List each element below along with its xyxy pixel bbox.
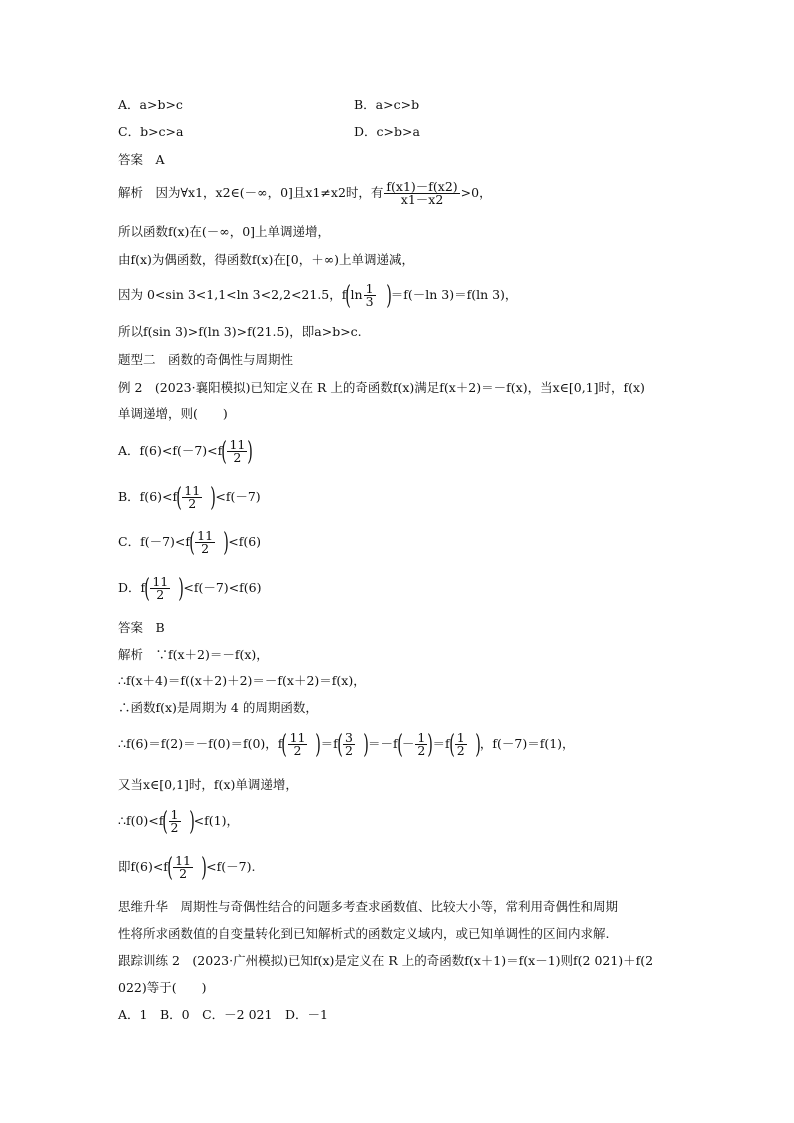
option-a: A．a>b>c <box>118 97 183 112</box>
answer-2: 答案 B <box>118 620 165 635</box>
solution-2-line7: 即f(6)<f( $\frac{11}{2}$ )<f(－7). <box>118 852 256 883</box>
summary-line2: 性将所求函数值的自变量转化到已知解析式的函数定义域内，或已知单调性的区间内求解. <box>118 926 610 941</box>
difference-quotient: $\frac{f(x1)-f(x2)}{x1-x2}$ <box>386 179 458 207</box>
solution-2-line3: ∴函数f(x)是周期为 4 的周期函数， <box>118 700 318 715</box>
example-2-option-a: A．f(6)<f(－7)<f( $\frac{11}{2}$ ) <box>118 436 254 467</box>
solution-1-line1: 解析 因为∀x1，x2∈(－∞，0]且x1≠x2时，有 $\frac{f(x1)-f(x2)}{x1-x2}$ >0， <box>118 179 492 207</box>
solution-2-line2: ∴f(x＋4)＝f((x＋2)＋2)＝－f(x＋2)＝f(x)， <box>118 673 366 688</box>
solution-2-line5: 又当x∈[0,1]时，f(x)单调递增， <box>118 777 298 792</box>
practice-options: A．1 B．0 C．－2 021 D．－1 <box>118 1007 328 1022</box>
practice-line1: 跟踪训练 2 (2023·广州模拟)已知f(x)是定义在 R 上的奇函数f(x＋1)＝f(x－1)则f(2 021)＋f(2 <box>118 953 654 968</box>
example-2-stem2: 单调递增，则( ) <box>118 406 228 421</box>
solution-2-line6: ∴f(0)<f( $\frac{1}{2}$ )<f(1)， <box>118 806 239 837</box>
option-d: D．c>b>a <box>354 124 420 139</box>
summary-line1: 思维升华 周期性与奇偶性结合的问题多考查求函数值、比较大小等，常利用奇偶性和周期 <box>118 899 619 914</box>
solution-2-line1: 解析 ∵f(x＋2)＝－f(x)， <box>118 647 269 662</box>
solution-1-line3: 由f(x)为偶函数，得函数f(x)在[0，＋∞)上单调递减， <box>118 252 414 267</box>
answer-1: 答案 A <box>118 152 165 167</box>
example-2-option-c: C．f(－7)<f( $\frac{11}{2}$ )<f(6) <box>118 527 262 558</box>
solution-2-line4: ∴f(6)＝f(2)＝－f(0)＝f(0)，f( $\frac{11}{2}$ )＝f( $\frac{3}{2}$ )＝－f(－ $\frac{1}{2}$ )＝f( $\frac{1}{2}$ )，f(－7)＝f(1)， <box>118 729 575 760</box>
solution-1-line5: 所以f(sin 3)>f(ln 3)>f(21.5)，即a>b>c. <box>118 324 362 339</box>
example-2-stem1: 例 2 (2023·襄阳模拟)已知定义在 R 上的奇函数f(x)满足f(x＋2)＝－f(x)，当x∈[0,1]时，f(x) <box>118 380 645 395</box>
solution-1-line2: 所以函数f(x)在(－∞，0]上单调递增， <box>118 224 331 239</box>
example-2-option-d: D．f( $\frac{11}{2}$ )<f(－7)<f(6) <box>118 573 262 604</box>
solution-1-line4: 因为 0<sin 3<1,1<ln 3<2,2<21.5，f(ln $\frac{1}{3}$ )＝f(－ln 3)＝f(ln 3)， <box>118 280 518 311</box>
section-title: 题型二 函数的奇偶性与周期性 <box>118 352 294 367</box>
option-b: B．a>c>b <box>354 97 420 112</box>
practice-line2: 022)等于( ) <box>118 980 207 995</box>
option-c: C．b>c>a <box>118 124 184 139</box>
example-2-option-b: B．f(6)<f( $\frac{11}{2}$ )<f(－7) <box>118 482 261 513</box>
